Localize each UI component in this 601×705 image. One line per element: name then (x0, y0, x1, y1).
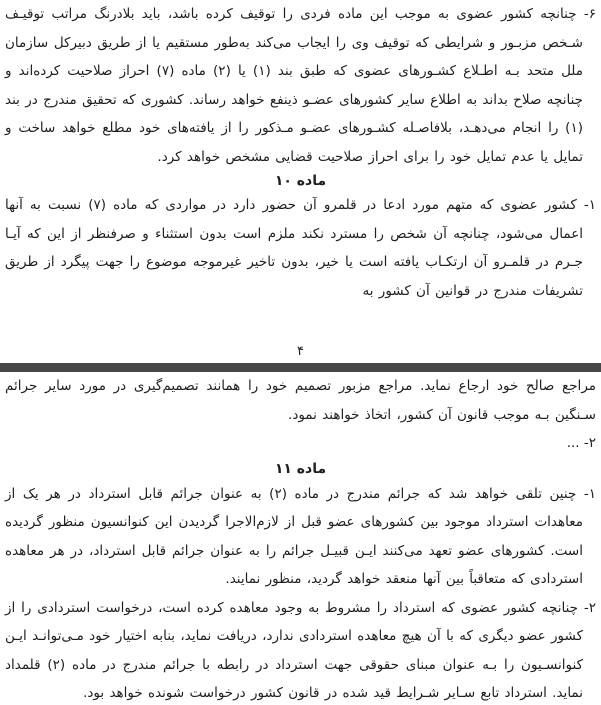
pdf-page-2 (0, 372, 601, 705)
page-number: ۴ (297, 344, 304, 359)
article-11-heading: ماده ۱۱ (274, 460, 327, 477)
paragraph-item-6: ۶- چنانچه کشور عضوی به موجب این ماده فردی را توقیف کرده باشد، باید بلادرنگ مراتب توقیـف شـخص مزبـور و شرایطی که توقیف وی را ایجاب می‌کند به‌طور مستقیم یا از طریق دبیرکل سازمان ملل متحد بـه اطـلاع کشـورهای عضوی که طبق بند (۱) یا (۲) ماده (۷) احراز صلاحیت کرده‌اند و چنانچه صلاح بداند به اطلاع سایر کشورهای عضـو ذینفع خواهد رساند. کشوری که تحقیق مندرج در بند (۱) را انجام می‌دهـد، بلافاصـله کشـورهای عضـو مـذکور را از یافته‌های خود مطلع خواهد ساخت و تمایل یا عدم تمایل خود را برای احراز صلاحیت قضایی مشخص خواهد کرد. (5, 6, 596, 165)
article-10-item-2: ۲- ... (566, 435, 596, 451)
article-10-heading: ماده ۱۰ (274, 173, 327, 189)
article-11-item-1: ۱- چنین تلقی خواهد شد که جرائم مندرج در ماده (۲) به عنوان جرائم قابل استرداد در هر یک از معاهدات استرداد موجود بین کشورهای عضو قبل از لازم‌الاجرا گردیدن این کنوانسیون منظور گردیده است. کشورهای عضو تعهد می‌کنند ایـن قبیـل جرائم را به عنوان جرائم قابل استرداد، در هر معاهده استردادی که متعاقباً بین آنها منعقد خواهد گردید، منظور نمایند. (5, 485, 596, 587)
article-10-item-1: ۱- کشور عضوی که متهم مورد ادعا در قلمرو آن حضور دارد در مواردی که ماده (۷) نسبت به آنها اعمال می‌شود، چنانچه آن شخص را مسترد نکند ملزم است بدون استثناء و صرفنظر از این که آیـا جـرم در قلمـرو آن ارتکـاب یافته است یا خیر، بدون تاخیر غیرموجه موضوع را جهت پیگرد از طریق تشریفات مندرج در قوانین آن کشور به (5, 197, 596, 299)
article-10-item-1-continued: مراجع صالح خود ارجاع نماید. مراجع مزبور تصمیم خود را همانند تصمیم‌گیری در مورد سایر جرائم سـنگین بـه موجب قانون آن کشور، اتخاذ خواهند نمود. (5, 378, 596, 423)
article-11-item-2: ۲- چنانچه کشور عضوی که استرداد را مشروط به وجود معاهده کرده است، درخواست استردادی را از کشور عضو دیگری که با آن هیچ معاهده استردادی ندارد، دریافت نماید، بنابه اختیار خود مـی‌توانـد ایـن کنوانسـیون را بـه عنوان مبنای حقوقی جهت استرداد در رابطه با جرائم مندرج در ماده (۲) قلمداد نماید. استرداد تابع سـایر شـرایط قید شده در قانون کشور درخواست شونده خواهد بود. (5, 599, 596, 701)
page-separator (0, 363, 601, 372)
